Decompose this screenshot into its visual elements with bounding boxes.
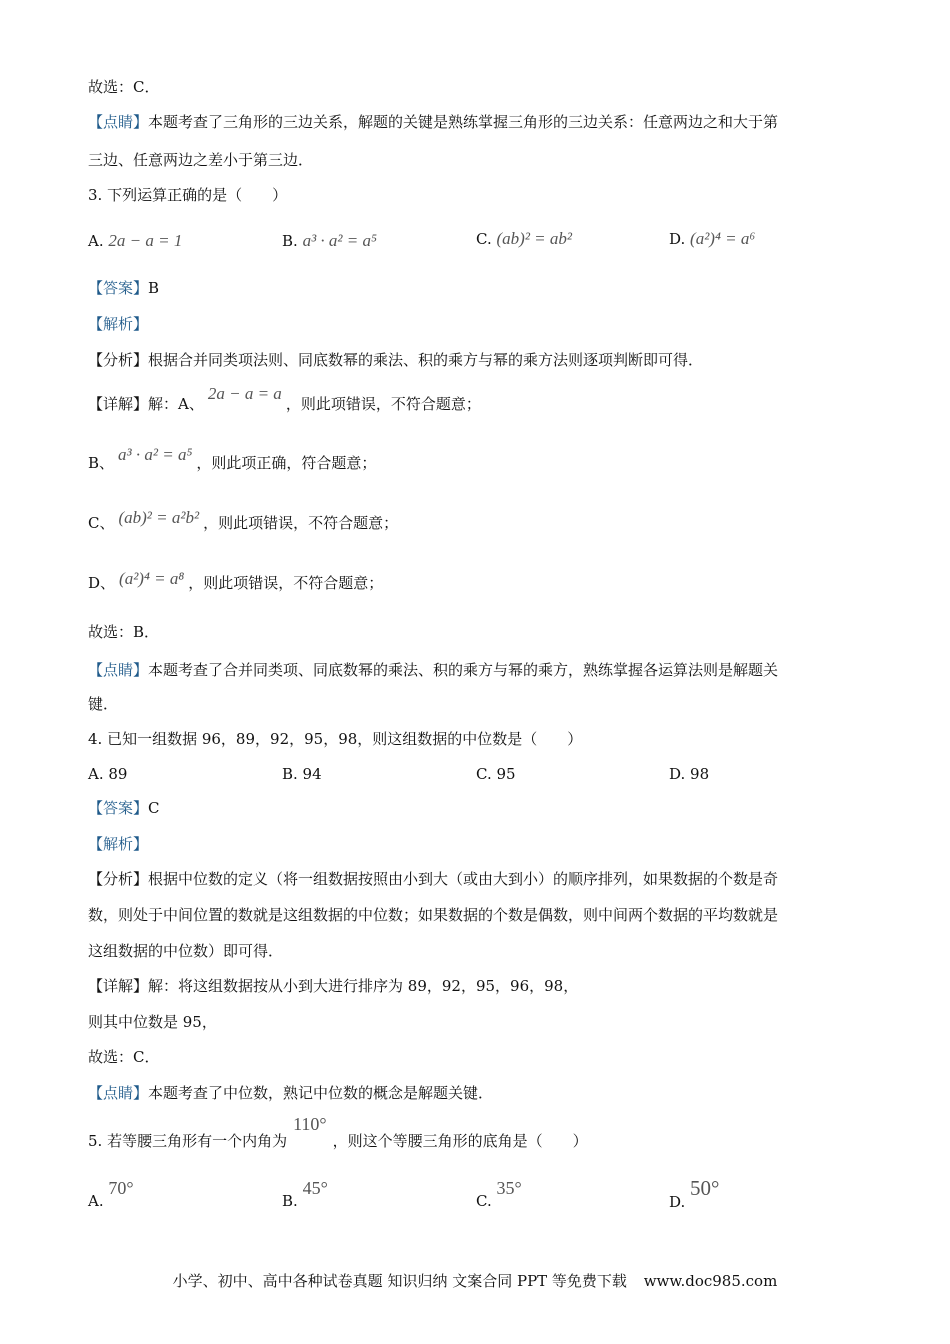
q3-option-d xyxy=(669,229,755,249)
answer-tag: 【答案】 xyxy=(88,279,149,297)
option-label: A. xyxy=(88,232,104,250)
q4-choose: 故选：C． xyxy=(88,1048,160,1066)
answer-tag: 【答案】 xyxy=(88,799,149,817)
option-expression: 70° xyxy=(108,1178,134,1198)
q3-comment-cont: 键． xyxy=(88,695,119,713)
analysis-tag: 【解析】 xyxy=(88,835,149,853)
detail-prefix: D、 xyxy=(88,574,116,592)
fenxi-tag: 【分析】 xyxy=(88,870,149,888)
q5-stem xyxy=(88,1114,588,1151)
q3-stem: 3. 下列运算正确的是（ ） xyxy=(88,186,288,204)
q3-option-b xyxy=(282,231,377,251)
q3-detail-c xyxy=(88,508,399,533)
detail-tag: 【详解】 xyxy=(88,395,149,413)
answer-value: B xyxy=(148,279,160,297)
q3-option-a xyxy=(88,231,182,251)
option-label: A. xyxy=(88,1192,104,1210)
q4-fenxi-cont-2: 这组数据的中位数）即可得． xyxy=(88,942,284,960)
q4-fenxi-cont-1: 数，则处于中间位置的数就是这组数据的中位数；如果数据的个数是偶数，则中间两个数据的平均数就是 xyxy=(88,906,779,924)
page-footer xyxy=(0,1270,950,1291)
footer-text: 小学、初中、高中各种试卷真题 知识归纳 文案合同 PPT 等免费下载 xyxy=(172,1272,627,1290)
detail-suffix: ，则此项错误，不符合题意； xyxy=(203,514,399,532)
q4-option-b: B. 94 xyxy=(282,765,322,783)
detail-expression: (ab)² = a²b² xyxy=(118,508,200,527)
q4-detail-cont: 则其中位数是 95， xyxy=(88,1013,217,1031)
q4-fenxi xyxy=(88,869,778,889)
fenxi-text: 根据合并同类项法则、同底数幂的乘法、积的乘方与幂的乘方法则逐项判断即可得． xyxy=(148,351,704,369)
fenxi-tag: 【分析】 xyxy=(88,351,149,369)
detail-prefix: C、 xyxy=(88,514,115,532)
q4-detail xyxy=(88,976,578,996)
q3-detail-b xyxy=(88,445,377,473)
detail-suffix: ，则此项错误，不符合题意； xyxy=(285,395,481,413)
q3-fenxi xyxy=(88,350,703,370)
detail-tag: 【详解】 xyxy=(88,977,149,995)
detail-expression: (a²)⁴ = a⁸ xyxy=(119,569,185,588)
option-label: D. xyxy=(669,1193,686,1211)
option-expression: a³ · a² = a⁵ xyxy=(302,231,377,250)
option-expression: (a²)⁴ = a⁶ xyxy=(690,229,756,248)
q4-stem: 4. 已知一组数据 96，89，92，95，98，则这组数据的中位数是（ ） xyxy=(88,730,583,748)
q3-comment xyxy=(88,660,778,680)
answer-value: C xyxy=(148,799,160,817)
q3-analysis-tag xyxy=(88,314,148,334)
detail-text: 解：将这组数据按从小到大进行排序为 89，92，95，96，98， xyxy=(148,977,579,995)
comment-text: 本题考查了合并同类项、同底数幂的乘法、积的乘方与幂的乘方，熟练掌握各运算法则是解题关 xyxy=(148,661,779,679)
q5-option-c xyxy=(476,1178,522,1211)
q3-answer xyxy=(88,278,159,298)
q4-option-d: D. 98 xyxy=(669,765,710,783)
option-label: C. xyxy=(476,230,492,248)
option-label: B. xyxy=(282,232,298,250)
q4-answer xyxy=(88,798,160,818)
q3-detail-d xyxy=(88,569,384,593)
q5-option-a xyxy=(88,1178,134,1211)
q3-choose: 故选：B． xyxy=(88,623,160,641)
q3-option-c xyxy=(476,229,572,249)
q4-analysis-tag xyxy=(88,834,148,854)
q5-option-b xyxy=(282,1178,328,1211)
stem-suffix: ，则这个等腰三角形的底角是（ ） xyxy=(332,1132,588,1150)
option-expression: 35° xyxy=(496,1178,522,1198)
q4-option-a: A. 89 xyxy=(88,765,128,783)
comment-text: 本题考查了中位数，熟记中位数的概念是解题关键． xyxy=(148,1084,494,1102)
detail-expression: a³ · a² = a⁵ xyxy=(118,445,193,464)
fenxi-text: 根据中位数的定义（将一组数据按照由小到大（或由大到小）的顺序排列，如果数据的个数是奇 xyxy=(148,870,779,888)
detail-expression: 2a − a = a xyxy=(207,384,282,403)
comment-tag: 【点睛】 xyxy=(88,1084,149,1102)
option-label: D. xyxy=(669,230,686,248)
q3-detail-a xyxy=(88,384,481,414)
detail-prefix: 解：A、 xyxy=(148,395,204,413)
detail-prefix: B、 xyxy=(88,454,115,472)
stem-prefix: 5. 若等腰三角形有一个内角为 xyxy=(88,1132,288,1150)
q4-comment xyxy=(88,1083,493,1103)
option-expression: 45° xyxy=(302,1178,328,1198)
option-expression: 2a − a = 1 xyxy=(108,231,183,250)
option-expression: 50° xyxy=(690,1176,720,1200)
option-expression: (ab)² = ab² xyxy=(496,229,572,248)
q2-comment-cont: 三边、任意两边之差小于第三边． xyxy=(88,151,314,169)
comment-text: 本题考查了三角形的三边关系，解题的关键是熟练掌握三角形的三边关系：任意两边之和大于第 xyxy=(148,113,779,131)
comment-tag: 【点睛】 xyxy=(88,113,149,131)
detail-suffix: ，则此项正确，符合题意； xyxy=(196,454,377,472)
comment-tag: 【点睛】 xyxy=(88,661,149,679)
footer-link[interactable]: www.doc985.com xyxy=(643,1272,778,1290)
q2-choose: 故选：C． xyxy=(88,78,160,96)
detail-suffix: ，则此项错误，不符合题意； xyxy=(188,574,384,592)
q5-option-d xyxy=(669,1176,720,1212)
analysis-tag: 【解析】 xyxy=(88,315,149,333)
option-label: C. xyxy=(476,1192,492,1210)
q4-option-c: C. 95 xyxy=(476,765,516,783)
stem-angle: 110° xyxy=(293,1114,327,1134)
q2-comment xyxy=(88,112,778,132)
option-label: B. xyxy=(282,1192,298,1210)
